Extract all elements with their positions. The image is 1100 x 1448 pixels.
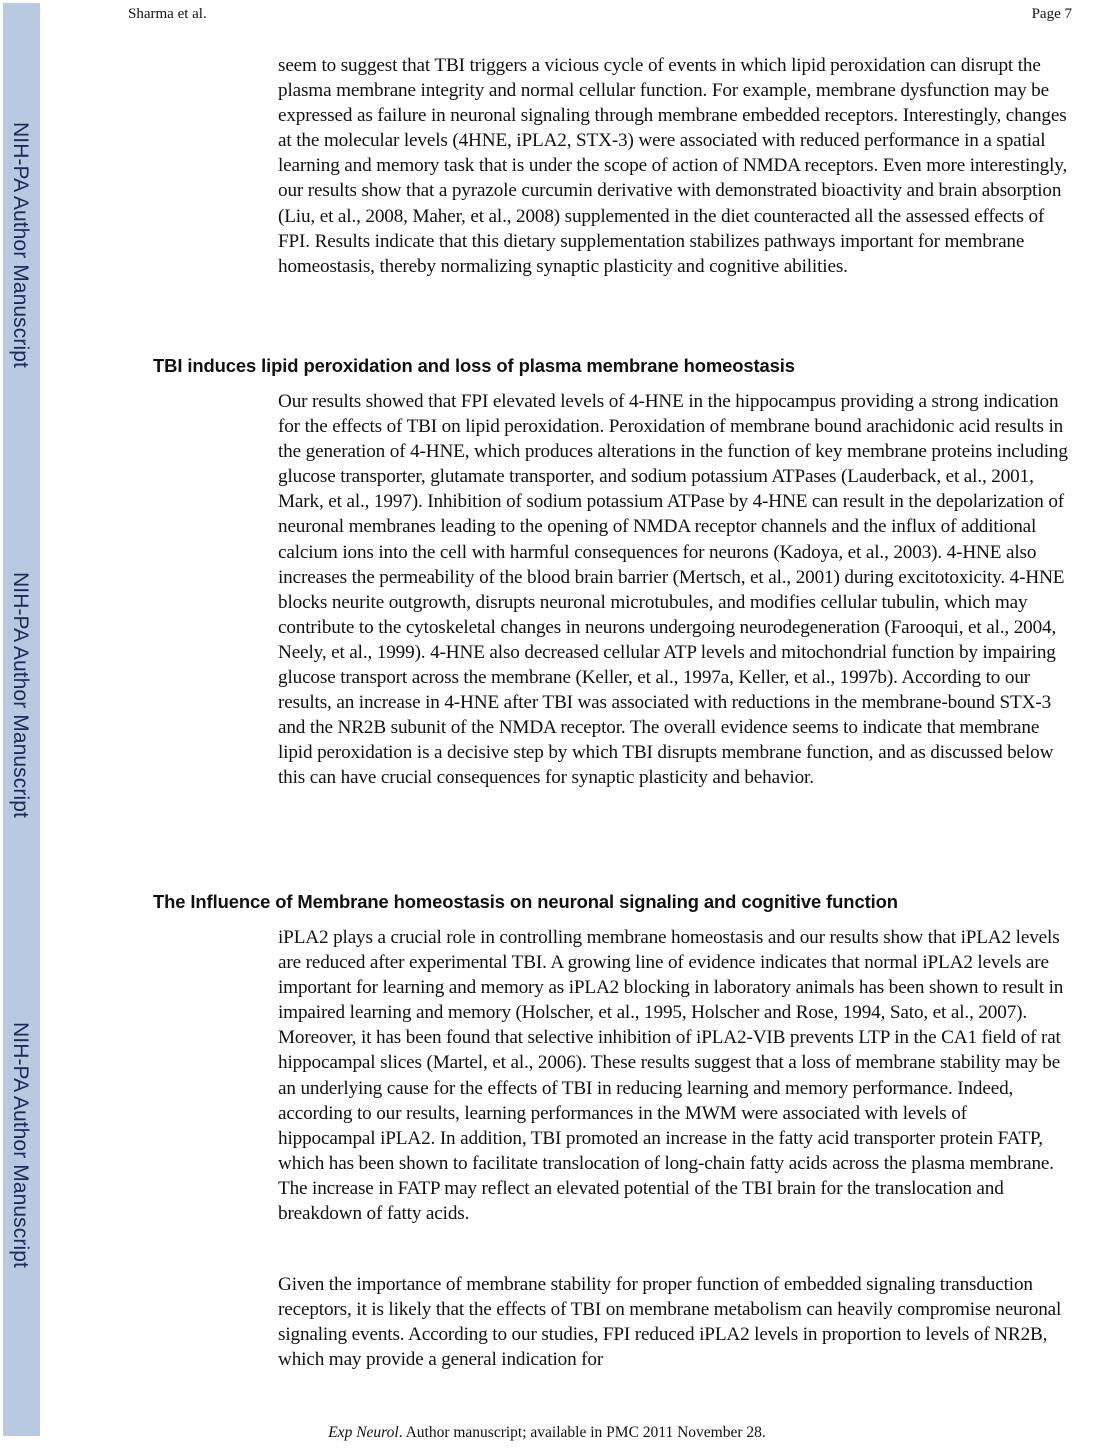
sidebar-watermark: NIH-PA Author Manuscript [9,1022,32,1268]
paragraph-lipid-peroxidation: Our results showed that FPI elevated levels of 4-HNE in the hippocampus providing a strong indication for the effects of TBI on lipid peroxidation. Peroxidation of membrane bound arachidonic acid results in the generation of 4-HNE, which produces alterations in the function of key membrane proteins including glucose transporter, glutamate transporter, and sodium potassium ATPases (Lauderback, et al., 2001, Mark, et al., 1997). Inhibition of sodium potassium ATPase by 4-HNE can result in the depolarization of neuronal membranes leading to the opening of NMDA receptor channels and the influx of additional calcium ions into the cell with harmful consequences for neurons (Kadoya, et al., 2003). 4-HNE also increases the permeability of the blood brain barrier (Mertsch, et al., 2001) during excitotoxicity. 4-HNE blocks neurite outgrowth, disrupts neuronal microtubules, and modifies cellular tubulin, which may contribute to the cytoskeletal changes in neurons undergoing neurodegeneration (Farooqui, et al., 2004, Neely, et al., 1999). 4-HNE also decreased cellular ATP levels and mitochondrial function by impairing glucose transport across the membrane (Keller, et al., 1997a, Keller, et al., 1997b). According to our results, an increase in 4-HNE after TBI was associated with reductions in the membrane-bound STX-3 and the NR2B subunit of the NMDA receptor. The overall evidence seems to indicate that membrane lipid peroxidation is a decisive step by which TBI disrupts membrane function, and as discussed below this can have crucial consequences for synaptic plasticity and behavior. [278,391,1068,789]
paragraph-signaling: Given the importance of membrane stability for proper function of embedded signaling transduction receptors, it is likely that the effects of TBI on membrane metabolism can heavily compromise neuronal signaling events. According to our studies, FPI reduced iPLA2 levels in proportion to levels of NR2B, which may provide a general indication for [278,1274,1062,1371]
page-number: Page 7 [1031,6,1072,22]
footer-availability: . Author manuscript; available in PMC 2011 November 28. [398,1424,766,1441]
paragraph-ipla2: iPLA2 plays a crucial role in controlling membrane homeostasis and our results show that iPLA2 levels are reduced after experimental TBI. A growing line of evidence indicates that normal iPLA2 levels are important for learning and memory as iPLA2 blocking in laboratory animals has been shown to result in impaired learning and memory (Holscher, et al., 1995, Holscher and Rose, 1994, Sato, et al., 2007). Moreover, it has been found that selective inhibition of iPLA2-VIB prevents LTP in the CA1 field of rat hippocampal slices (Martel, et al., 2006). These results suggest that a loss of membrane stability may be an underlying cause for the effects of TBI in reducing learning and memory performance. Indeed, according to our results, learning performances in the MWM were associated with levels of hippocampal iPLA2. In addition, TBI promoted an increase in the fatty acid transporter protein FATP, which has been shown to facilitate translocation of long-chain fatty acids across the plasma membrane. The increase in FATP may reflect an elevated potential of the TBI brain for the translocation and breakdown of fatty acids. [278,927,1064,1225]
running-head-authors: Sharma et al. [128,6,207,22]
page-footer [0,1424,1100,1442]
section-heading-lipid-peroxidation: TBI induces lipid peroxidation and loss of plasma membrane homeostasis [153,355,795,376]
sidebar-watermark: NIH-PA Author Manuscript [9,122,32,368]
section-heading-membrane-homeostasis: The Influence of Membrane homeostasis on neuronal signaling and cognitive function [153,891,898,912]
sidebar-watermark: NIH-PA Author Manuscript [9,572,32,818]
paragraph-intro-continued: seem to suggest that TBI triggers a vicious cycle of events in which lipid peroxidation can disrupt the plasma membrane integrity and normal cellular function. For example, membrane dysfunction may be expressed as failure in neuronal signaling through membrane embedded receptors. Interestingly, changes at the molecular levels (4HNE, iPLA2, STX-3) were associated with reduced performance in a spatial learning and memory task that is under the scope of action of NMDA receptors. Even more interestingly, our results show that a pyrazole curcumin derivative with demonstrated bioactivity and brain absorption (Liu, et al., 2008, Maher, et al., 2008) supplemented in the diet counteracted all the assessed effects of FPI. Results indicate that this dietary supplementation stabilizes pathways important for membrane homeostasis, thereby normalizing synaptic plasticity and cognitive abilities. [278,55,1068,277]
footer-journal: Exp Neurol [328,1424,399,1441]
